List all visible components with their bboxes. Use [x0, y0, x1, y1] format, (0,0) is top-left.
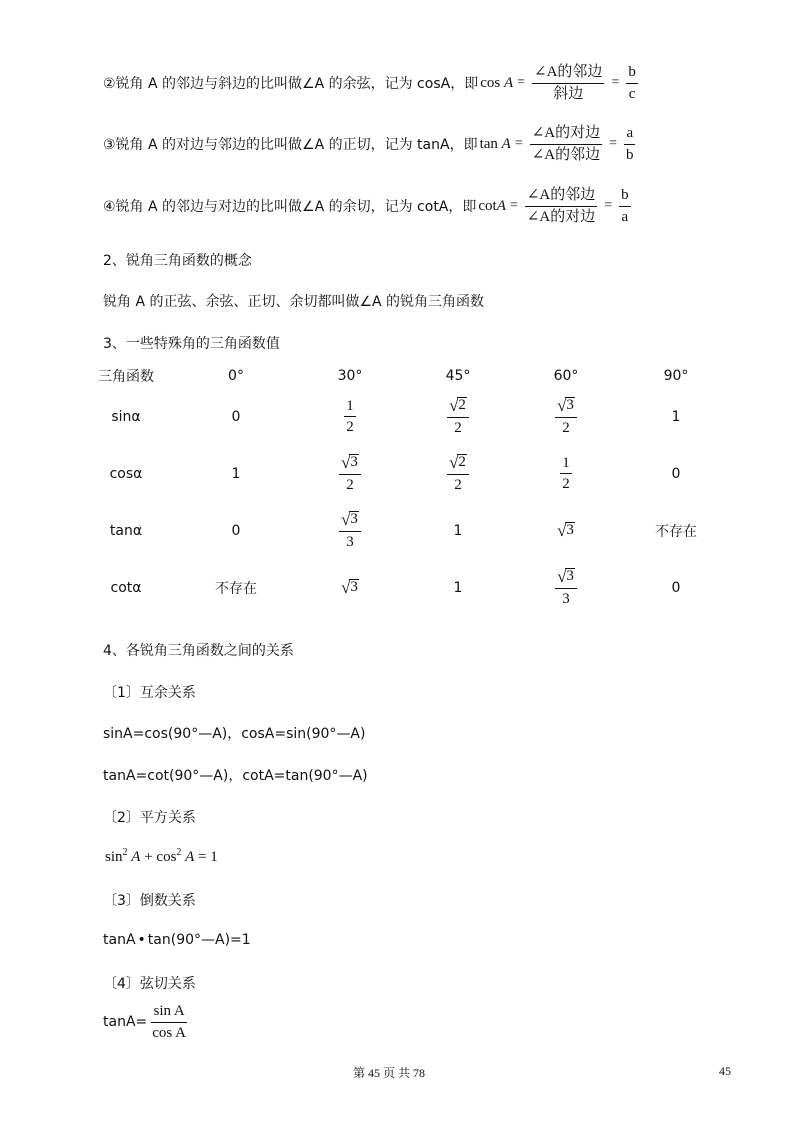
value-cell: 1	[231, 465, 241, 482]
fn-var: A	[501, 135, 511, 152]
definition-text: ④锐角 A 的邻边与对边的比叫做∠A 的余切，记为 cotA，即	[103, 199, 477, 215]
square-root: √ 3	[341, 509, 358, 529]
square-root: √ 3	[341, 452, 358, 472]
sine-tangent-formula	[103, 1003, 191, 1041]
section-2-heading: 2、锐角三角函数的概念	[103, 253, 252, 269]
function-name-cell: sinα	[111, 408, 141, 425]
value-cell	[532, 388, 600, 445]
function-name-cell: tanα	[109, 522, 143, 539]
frac-num: 1	[344, 398, 356, 418]
sin-over-cos-fraction	[150, 1003, 188, 1041]
value-cell: 0	[231, 408, 241, 425]
sqrt-fraction	[555, 568, 577, 608]
value-cell: 0	[671, 465, 681, 482]
value-cell	[316, 388, 384, 445]
value-cell: 不存在	[215, 580, 257, 597]
radicand: 2	[458, 453, 466, 470]
fn-name: tan	[479, 135, 498, 152]
sqrt-fraction	[555, 397, 577, 437]
table-header-cell: 45°	[445, 368, 471, 384]
table-header-cell: 90°	[663, 368, 689, 384]
value-cell	[316, 445, 384, 502]
table-header-cell: 60°	[553, 368, 579, 384]
frac-num: sin A	[151, 1003, 186, 1023]
complementary-formula-2: tanA=cot(90°—A)，cotA=tan(90°—A)	[103, 768, 368, 784]
frac-den: b	[626, 146, 634, 163]
fn-var: A	[503, 74, 514, 91]
frac-den: 斜边	[553, 85, 584, 102]
radicand: 3	[350, 453, 358, 470]
frac-den: 2	[454, 477, 462, 493]
radicand: 3	[566, 567, 574, 584]
value-cell: 1	[453, 522, 463, 539]
radicand: 2	[458, 396, 466, 413]
value-cell	[384, 445, 532, 502]
page-number: 45	[719, 1064, 731, 1078]
function-name-cell: cotα	[110, 579, 142, 596]
frac-den: 2	[346, 477, 354, 493]
sqrt-fraction	[447, 454, 469, 494]
value-cell: 1	[671, 408, 681, 425]
definition-tangent: ③锐角 A 的对边与邻边的比叫做∠A 的正切，记为 tanA，即 tan A = $\frac{\text{∠A的对边}}{\text{∠A的邻边}}$ = $\frac{a}{b}$	[103, 125, 634, 163]
section-3-heading: 3、一些特殊角的三角函数值	[103, 336, 280, 352]
square-root: √ 2	[449, 395, 466, 415]
complementary-formula-1: sinA=cos(90°—A)，cosA=sin(90°—A)	[103, 726, 366, 742]
section-2-body: 锐角 A 的正弦、余弦、正切、余切都叫做∠A 的锐角三角函数	[103, 294, 485, 310]
table-header-cell: 三角函数	[98, 369, 154, 385]
square-root: √ 2	[449, 452, 466, 472]
value-cell	[532, 445, 600, 502]
exponent: 2	[176, 847, 182, 858]
square-root: √ 3	[341, 577, 358, 597]
value-cell	[532, 502, 600, 559]
frac-den: ∠A的对边	[526, 208, 596, 225]
plus-sign: +	[144, 849, 153, 865]
ratio-fraction	[532, 64, 604, 102]
subsection-reciprocal: 〔3〕倒数关系	[103, 893, 196, 909]
section-4-heading: 4、各锐角三角函数之间的关系	[103, 643, 294, 659]
special-angle-table	[96, 364, 752, 616]
frac-den: cos A	[152, 1024, 186, 1041]
radicand: 3	[566, 521, 574, 538]
frac-num: ∠A的对边	[530, 125, 602, 145]
sqrt-fraction	[447, 397, 469, 437]
square-root: √ 3	[557, 520, 574, 540]
radicand: 3	[566, 396, 574, 413]
frac-num	[555, 568, 577, 590]
frac-num: a	[624, 125, 635, 145]
value-cell: 不存在	[655, 523, 697, 540]
frac-num: ∠A的邻边	[525, 187, 597, 207]
frac-num: 1	[560, 455, 572, 475]
function-name-cell: cosα	[109, 465, 143, 482]
frac-den: c	[628, 85, 636, 102]
frac-num: b	[626, 64, 638, 84]
frac-den: 2	[454, 420, 462, 436]
square-root: √ 3	[557, 395, 574, 415]
ratio-fraction	[530, 125, 602, 163]
reciprocal-formula	[103, 932, 251, 948]
value-cell	[316, 559, 384, 616]
var-a: A	[185, 849, 195, 865]
frac-den: ∠A的邻边	[531, 146, 601, 163]
letter-fraction	[619, 187, 631, 225]
subsection-complementary: 〔1〕互余关系	[103, 685, 196, 701]
cos-term: cos	[156, 849, 177, 865]
definition-cosine: ②锐角 A 的邻边与斜边的比叫做∠A 的余弦，记为 cosA，即 cos A = $\frac{\text{∠A的邻边}}{\text{斜边}}$ = $\frac{b}{c}$	[103, 64, 636, 102]
fraction	[344, 398, 356, 436]
letter-fraction	[626, 64, 638, 102]
letter-fraction	[624, 125, 636, 163]
value-cell	[384, 388, 532, 445]
radicand: 3	[350, 510, 358, 527]
sqrt-fraction	[339, 454, 361, 494]
definition-text: ③锐角 A 的对边与邻边的比叫做∠A 的正切，记为 tanA，即	[103, 137, 478, 153]
exponent: 2	[122, 847, 128, 858]
square-root: √ 3	[557, 566, 574, 586]
fn-name: cos	[480, 74, 501, 91]
definition-text: ②锐角 A 的邻边与斜边的比叫做∠A 的余弦，记为 cosA，即	[103, 76, 479, 92]
frac-den: 2	[562, 420, 570, 436]
frac-num	[339, 511, 361, 533]
frac-den: 3	[562, 591, 570, 607]
pythagorean-identity	[105, 847, 218, 866]
var-a: A	[131, 849, 141, 865]
frac-num	[555, 397, 577, 419]
value-cell: 0	[671, 579, 681, 596]
frac-num	[447, 454, 469, 476]
frac-den: 3	[346, 534, 354, 550]
table-row	[96, 502, 752, 559]
page-footer-info: 第 45 页 共 78	[353, 1066, 426, 1080]
subsection-square: 〔2〕平方关系	[103, 810, 196, 826]
formula-right: tan(90°—A)=1	[147, 932, 251, 948]
table-header-row	[96, 364, 752, 388]
fn-var: A	[496, 197, 506, 214]
frac-num: ∠A的邻边	[532, 64, 604, 84]
frac-num	[339, 454, 361, 476]
ratio-fraction	[525, 187, 597, 225]
radicand: 3	[350, 578, 358, 595]
value-cell	[532, 559, 600, 616]
value-cell: 1	[453, 579, 463, 596]
table-header-cell: 30°	[337, 368, 363, 384]
identity-result: = 1	[198, 849, 218, 865]
table-row	[96, 445, 752, 502]
formula-left: tanA	[103, 932, 136, 948]
table-header-cell: 0°	[228, 368, 244, 384]
definition-cotangent: ④锐角 A 的邻边与对边的比叫做∠A 的余切，记为 cotA，即 cotA = $\frac{\text{∠A的邻边}}{\text{∠A的对边}}$ = $\frac{b}{a}$	[103, 187, 629, 225]
table-row	[96, 388, 752, 445]
frac-num	[447, 397, 469, 419]
dot-operator: •	[137, 932, 146, 948]
sqrt-fraction	[339, 511, 361, 551]
subsection-sine-tangent: 〔4〕弦切关系	[103, 976, 196, 992]
value-cell: 0	[231, 522, 241, 539]
fn-name: cot	[478, 197, 497, 214]
frac-den: 2	[562, 476, 570, 492]
frac-num: b	[619, 187, 631, 207]
table-row	[96, 559, 752, 616]
sin-term: sin	[105, 849, 123, 865]
formula-lhs: tanA=	[103, 1014, 148, 1030]
frac-den: a	[621, 208, 629, 225]
value-cell	[316, 502, 384, 559]
fraction	[560, 455, 572, 493]
frac-den: 2	[346, 419, 354, 435]
